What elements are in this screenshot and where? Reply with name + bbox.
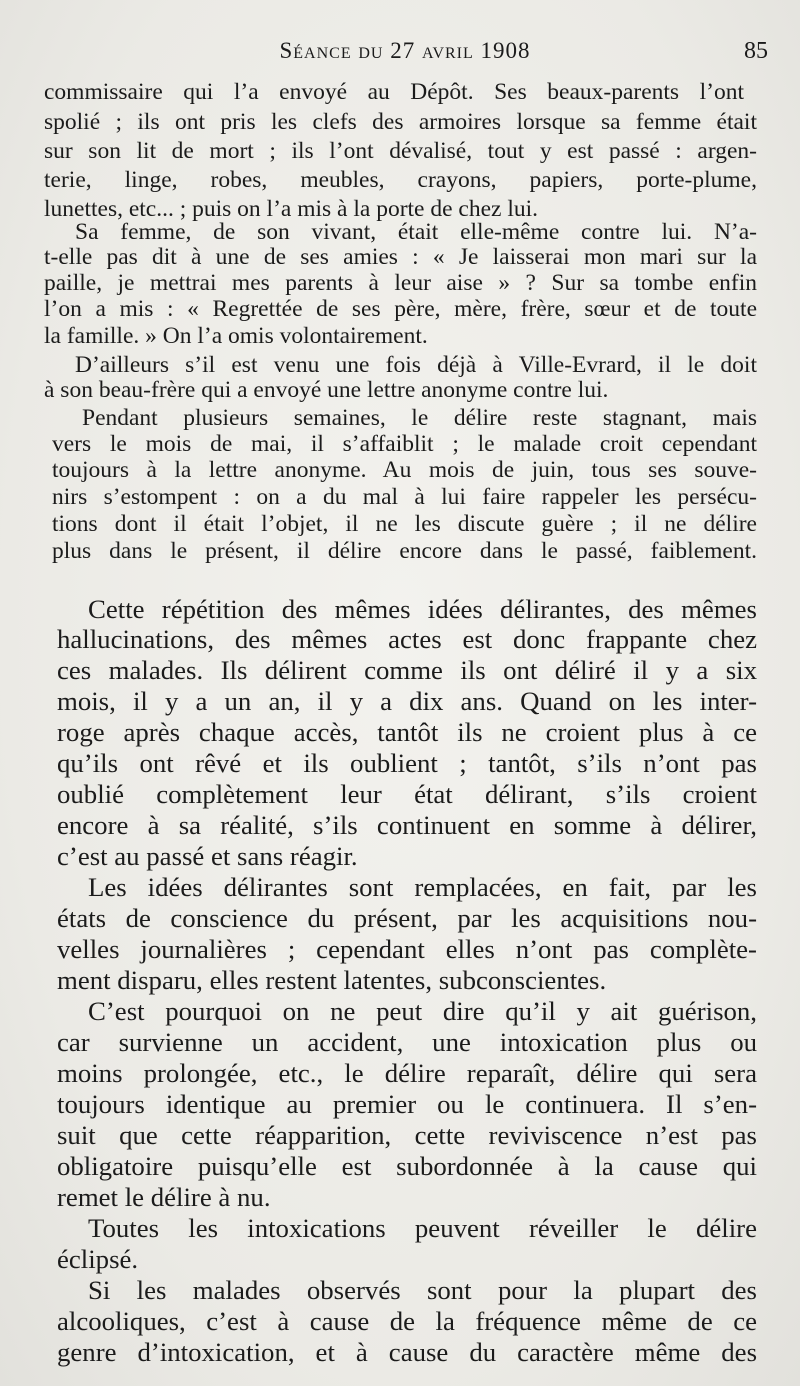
text-line: obligatoire puisqu’elle est subordonnée à la cause qui bbox=[57, 1151, 757, 1181]
text-line: à son beau-frère qui a envoyé une lettre anonyme contre lui. bbox=[44, 377, 609, 403]
text-line: nirs s’estompent : on a du mal à lui faire rappeler les persécu- bbox=[52, 484, 757, 510]
text-line: t-elle pas dit à une de ses amies : « Je laisserai mon mari sur la bbox=[44, 244, 757, 270]
text-line: toujours à la lettre anonyme. Au mois de juin, tous ses souve- bbox=[52, 457, 757, 483]
text-line: Cette répétition des mêmes idées délirantes, des mêmes bbox=[88, 594, 757, 624]
text-line: Toutes les intoxications peuvent réveiller le délire bbox=[88, 1213, 757, 1243]
text-line: ment disparu, elles restent latentes, subconscientes. bbox=[57, 965, 607, 995]
text-line: encore à sa réalité, s’ils continuent en somme à délirer, bbox=[57, 810, 757, 840]
text-line: plus dans le présent, il délire encore dans le passé, faiblement. bbox=[52, 538, 757, 564]
text-line: moins prolongée, etc., le délire reparaît, délire qui sera bbox=[57, 1058, 757, 1088]
text-line: Si les malades observés sont pour la plupart des bbox=[88, 1275, 757, 1305]
text-line: qu’ils ont rêvé et ils oublient ; tantôt, s’ils n’ont pas bbox=[57, 748, 757, 778]
text-line: c’est au passé et sans réagir. bbox=[57, 841, 358, 871]
text-line: roge après chaque accès, tantôt ils ne croient plus à ce bbox=[57, 717, 757, 747]
text-line: Sa femme, de son vivant, était elle-même contre lui. N’a- bbox=[75, 219, 757, 245]
text-line: remet le délire à nu. bbox=[57, 1182, 271, 1212]
text-line: D’ailleurs s’il est venu une fois déjà à Ville-Evrard, il le doit bbox=[75, 352, 757, 378]
text-line: toujours identique au premier ou le continuera. Il s’en- bbox=[57, 1089, 757, 1119]
text-line: alcooliques, c’est à cause de la fréquence même de ce bbox=[57, 1306, 757, 1336]
text-line: tions dont il était l’objet, il ne les discute guère ; il ne délire bbox=[52, 511, 757, 537]
text-line: C’est pourquoi on ne peut dire qu’il y ait guérison, bbox=[88, 996, 757, 1026]
text-line: suit que cette réapparition, cette reviviscence n’est pas bbox=[57, 1120, 757, 1150]
text-line: sur son lit de mort ; ils l’ont dévalisé, tout y est passé : argen- bbox=[44, 138, 757, 164]
text-line: commissaire qui l’a envoyé au Dépôt. Ses beaux-parents l’ont bbox=[44, 79, 744, 105]
text-line: vers le mois de mai, il s’affaiblit ; le malade croit cependant bbox=[52, 431, 757, 457]
text-line: oublié complètement leur état délirant, s’ils croient bbox=[57, 779, 757, 809]
text-line: l’on a mis : « Regrettée de ses père, mère, frère, sœur et de toute bbox=[44, 296, 757, 322]
text-line: velles journalières ; cependant elles n’ont pas complète- bbox=[57, 934, 757, 964]
text-line: paille, je mettrai mes parents à leur aise » ? Sur sa tombe enfin bbox=[44, 270, 757, 296]
text-line: mois, il y a un an, il y a dix ans. Quand on les inter- bbox=[57, 686, 757, 716]
text-line: lunettes, etc... ; puis on l’a mis à la porte de chez lui. bbox=[44, 196, 539, 222]
text-line: ces malades. Ils délirent comme ils ont déliré il y a six bbox=[57, 655, 757, 685]
running-title: Séance du 27 avril 1908 bbox=[279, 38, 531, 63]
page-number: 85 bbox=[744, 38, 768, 64]
text-line: car survienne un accident, une intoxication plus ou bbox=[57, 1027, 757, 1057]
text-line: la famille. » On l’a omis volontairement. bbox=[44, 323, 428, 349]
text-line: Les idées délirantes sont remplacées, en fait, par les bbox=[88, 872, 757, 902]
text-line: Pendant plusieurs semaines, le délire reste stagnant, mais bbox=[82, 405, 757, 431]
text-line: hallucinations, des mêmes actes est donc frappante chez bbox=[57, 624, 757, 654]
text-line: spolié ; ils ont pris les clefs des armoires lorsque sa femme était bbox=[44, 109, 757, 135]
text-line: genre d’intoxication, et à cause du caractère même des bbox=[57, 1337, 757, 1367]
text-line: états de conscience du présent, par les acquisitions nou- bbox=[57, 903, 757, 933]
text-line: éclipsé. bbox=[57, 1244, 139, 1274]
text-line: terie, linge, robes, meubles, crayons, papiers, porte-plume, bbox=[44, 167, 757, 193]
running-header bbox=[40, 38, 770, 68]
